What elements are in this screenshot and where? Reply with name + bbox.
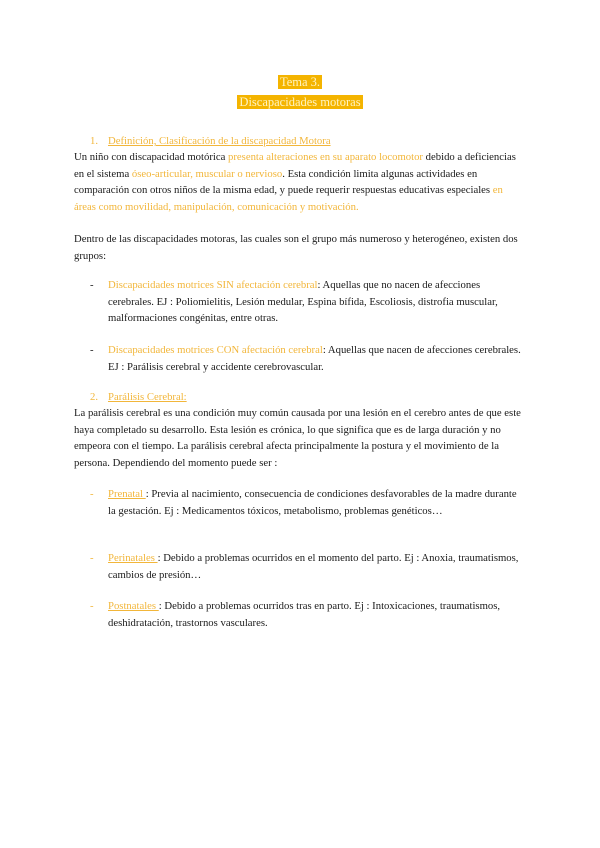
section-1-heading xyxy=(90,133,331,150)
bullet-body: : Previa al nacimiento, consecuencia de condiciones desfavorables de la madre durante la gestación. Ej : Medicamentos tóxicos, metabolismo, problemas genéticos… xyxy=(108,488,517,517)
highlight-run: presenta alteraciones en su aparato locomotor xyxy=(228,151,423,163)
bullet-body: : Debido a problemas ocurridos tras en parto. Ej : Intoxicaciones, traumatismos, deshidratación, trastornos vasculares. xyxy=(108,600,501,629)
bullet-dash: - xyxy=(90,344,94,356)
bullet-label: Perinatales xyxy=(108,552,158,564)
text-run: . Esta condición limita algunas actividades en comparación con otros niños de la misma edad, y puede requerir respuestas educativas especiales xyxy=(74,167,493,196)
bullet-dash: - xyxy=(90,600,94,612)
bullet-label: Discapacidades motrices SIN afectación cerebral xyxy=(108,279,318,291)
list-item xyxy=(90,277,526,327)
bullet-text xyxy=(108,277,526,327)
highlight-run: óseo-articular, muscular o nervioso xyxy=(131,167,283,180)
section-2-number: 2. xyxy=(90,391,99,403)
bullet-dash: - xyxy=(90,279,94,291)
bullet-text xyxy=(108,598,526,631)
section-2-paragraph-1: La parálisis cerebral es una condición muy común causada por una lesión en el cerebro antes de que este haya completado su desarrollo. Esta lesión es crónica, lo que significa que es de larga duración y no empeora con el tiempo. La parálisis cerebral afecta principalmente la postura y el movimiento de la persona. Dependiendo del momento puede ser : xyxy=(74,407,521,469)
bullet-text xyxy=(108,486,526,519)
section-2-title: Parálisis Cerebral: xyxy=(108,391,187,403)
bullet-label: Discapacidades motrices CON afectación cerebral xyxy=(108,344,323,356)
title-line-1 xyxy=(0,74,600,91)
bullet-text xyxy=(108,550,526,583)
section-1-paragraph-2: Dentro de las discapacidades motoras, las cuales son el grupo más numeroso y heterogéneo, existen dos grupos: xyxy=(74,233,518,262)
bullet-text xyxy=(108,342,526,375)
section-1-title: Definición, Clasificación de la discapacidad Motora xyxy=(108,135,331,147)
title-number: Tema 3. xyxy=(279,75,321,89)
bullet-body: : Aquellas que no nacen de afecciones cerebrales. EJ : Poliomielitis, Lesión medular, Espina bífida, Escoliosis, distrofia muscular, malformaciones congénitas, entre otras. xyxy=(108,279,498,324)
text-run: debido a deficiencias en el sistema xyxy=(74,151,516,180)
highlight-run: en áreas como movilidad, manipulación, comunicación y motivación. xyxy=(74,184,503,213)
list-item xyxy=(90,550,526,583)
title-line-2 xyxy=(0,94,600,111)
text-run: Un niño con discapacidad motórica xyxy=(74,151,229,163)
list-item xyxy=(90,342,526,375)
section-2-heading xyxy=(90,389,187,406)
bullet-body: : Debido a problemas ocurridos en el momento del parto. Ej : Anoxia, traumatismos, cambios de presión… xyxy=(108,552,519,581)
page-title: Discapacidades motoras xyxy=(239,95,361,109)
list-item xyxy=(90,486,526,519)
section-1-number: 1. xyxy=(90,135,99,147)
bullet-label: Postnatales xyxy=(108,600,159,612)
bullet-body: : Aquellas que nacen de afecciones cerebrales. EJ : Parálisis cerebral y accidente cerebrovascular. xyxy=(108,344,521,373)
bullet-dash: - xyxy=(90,488,94,500)
section-1-paragraph-1 xyxy=(74,149,526,215)
bullet-label: Prenatal xyxy=(108,488,146,500)
bullet-dash: - xyxy=(90,552,94,564)
list-item xyxy=(90,598,526,631)
